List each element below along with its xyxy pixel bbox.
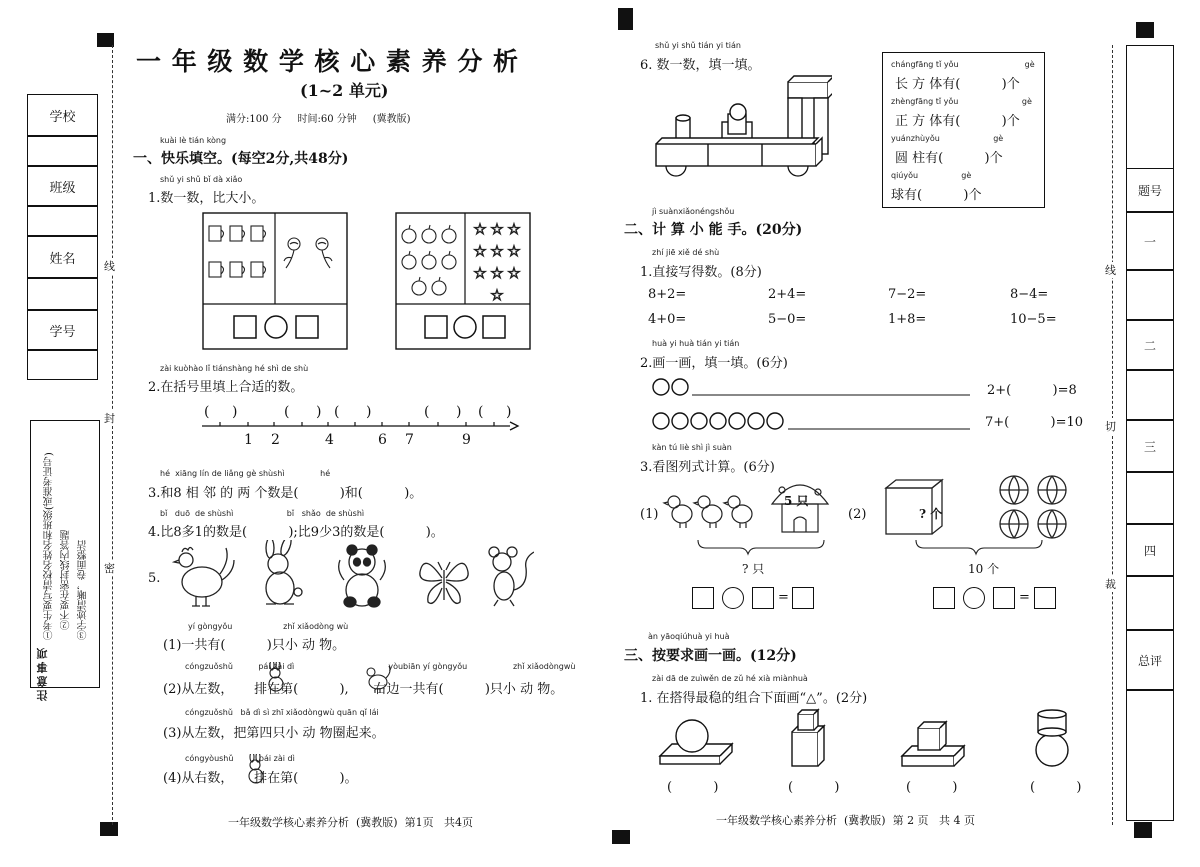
apple-icon [422, 251, 436, 269]
score-total-label: 总评 [1126, 630, 1174, 690]
tick-label: 9 [462, 432, 471, 448]
figure-1-label: (1) [640, 507, 659, 522]
answer-box[interactable] [993, 587, 1015, 609]
score-row-1-field[interactable] [1126, 270, 1174, 320]
q5-3-pinyin: cóngzuǒshǔ bǎ dì sì zhī xiǎodòngwù quān qǐ lái [185, 708, 379, 717]
sphere-count: 球有( )个 [891, 188, 982, 203]
sec3-pinyin: àn yāoqiúhuà yi huà [648, 632, 730, 641]
star-icon: ☆ [473, 242, 487, 260]
class-field[interactable] [27, 206, 98, 236]
score-row-3-field[interactable] [1126, 472, 1174, 524]
registration-mark [612, 830, 630, 844]
seal-line-right [1112, 45, 1113, 825]
calc-item: 1+8= [888, 312, 927, 327]
answer-box [425, 316, 447, 338]
q5-1-text: (1)一共有( )只小 动 物。 [163, 638, 346, 653]
operator-circle[interactable] [963, 587, 985, 609]
notice-item-1: ①考生要写清校名姓名和班级(或准考证号) [44, 452, 55, 640]
notice-item-2: ②不要在密封线内答题 [61, 530, 72, 630]
notice-item-3: ③字迹清晰，卷面整洁 [78, 540, 89, 640]
answer-box [296, 316, 318, 338]
q3-pinyin: hé xiāng lín de liǎng gè shùshì hé [160, 469, 331, 478]
mouse-icon [489, 547, 534, 606]
answer-box[interactable] [692, 587, 714, 609]
score-row-4-field[interactable] [1126, 576, 1174, 630]
equation-2: 7+( )=10 [985, 415, 1084, 430]
svg-text:): ) [506, 404, 512, 420]
score-header-label: 题号 [1126, 168, 1174, 212]
answer-blank[interactable]: ( ) [906, 780, 958, 795]
answer-box[interactable] [1034, 587, 1056, 609]
svg-text:(: ( [334, 404, 340, 420]
answer-blank[interactable]: ( ) [1030, 780, 1082, 795]
sec2-pinyin: jì suànxiǎonéngshǒu [652, 207, 735, 216]
q3-text: 3.和8 相 邻 的 两 个数是( )和( )。 [148, 486, 423, 501]
seal-char-secret: 密 [104, 562, 115, 575]
panda-icon [339, 545, 386, 607]
stacked-shapes [652, 706, 1082, 778]
chick-icon [694, 496, 722, 528]
exam-meta: 满分:100 分 时间:60 分钟 (冀教版) [226, 114, 411, 125]
student-id-label: 学号 [27, 310, 98, 350]
star-icon: ☆ [507, 242, 521, 260]
q5-3-text: (3)从左数，把第四只小 动 物圈起来。 [163, 726, 385, 741]
q1-pinyin: shǔ yi shǔ bǐ dà xiǎo [160, 175, 243, 184]
rooster-icon [174, 548, 234, 607]
section-2-heading: 二、计 算 小 能 手。(20分) [624, 222, 803, 238]
registration-mark [618, 8, 633, 30]
cylinder-count: 圆 柱有( )个 [895, 151, 1003, 166]
s3q1-text: 1. 在搭得最稳的组合下面画“△”。(2分) [640, 691, 868, 706]
calc-item: 4+0= [648, 312, 687, 327]
star-icon: ☆ [473, 264, 487, 282]
q4-text: 4.比8多1的数是( );比9少3的数是( )。 [148, 525, 444, 540]
seal-char-trim: 裁 [1105, 578, 1116, 591]
star-icon: ☆ [490, 242, 504, 260]
svg-text:(: ( [284, 404, 290, 420]
rose-icon [284, 238, 300, 268]
q5-2-text: (2)从左数， 排在第( ), 右边一共有( )只小 动 物。 [163, 682, 564, 697]
cylinder-pinyin: yuánzhùyǒu gè [891, 134, 1004, 143]
svg-text:(: ( [204, 404, 210, 420]
school-label: 学校 [27, 94, 98, 136]
s2q2-text: 2.画一画，填一填。(6分) [640, 356, 788, 371]
compare-circle [454, 316, 476, 338]
tick-label: 1 [244, 432, 253, 448]
s2q2-pinyin: huà yi huà tián yi tián [652, 339, 740, 348]
star-icon: ☆ [490, 264, 504, 282]
q2-pinyin: zài kuòhào lǐ tiánshàng hé shì de shù [160, 364, 309, 373]
s2q1-pinyin: zhí jiē xiě dé shù [652, 248, 720, 257]
s2q1-text: 1.直接写得数。(8分) [640, 265, 762, 280]
score-row-2-field[interactable] [1126, 370, 1174, 420]
q2-text: 2.在括号里填上合适的数。 [148, 380, 304, 395]
cuboid-pinyin: chángfāng tǐ yǒu gè [891, 60, 1035, 69]
answer-box[interactable] [752, 587, 774, 609]
s2q3-pinyin: kàn tú liè shì jì suàn [652, 443, 732, 452]
rose-icon [316, 238, 332, 268]
notice-title: 注意事项 [36, 645, 49, 701]
chick-icon [724, 496, 752, 528]
answer-box[interactable] [933, 587, 955, 609]
sec1-pinyin: kuài lè tián kòng [160, 136, 227, 145]
equation-1: 2+( )=8 [987, 383, 1077, 398]
box-label: ? 个 [919, 507, 943, 521]
cube-count: 正 方 体有( )个 [895, 114, 1020, 129]
rabbit-icon [266, 540, 302, 604]
tick-label: 2 [271, 432, 280, 448]
circles-row-1 [650, 376, 980, 400]
class-label: 班级 [27, 166, 98, 206]
calc-item: 5−0= [768, 312, 807, 327]
s3q1-pinyin: zài dā de zuìwěn de zǔ hé xià miànhuà [652, 674, 808, 683]
svg-text:): ) [232, 404, 238, 420]
registration-mark [1134, 822, 1152, 838]
seal-line-left [112, 45, 113, 825]
star-icon: ☆ [507, 220, 521, 238]
apple-icon [442, 251, 456, 269]
cube-pinyin: zhèngfāng tǐ yǒu gè [891, 97, 1032, 106]
cuboid-on-cube [792, 710, 824, 766]
cup-icon [251, 226, 266, 241]
chicks-and-mushroom [662, 470, 842, 570]
calc-item: 7−2= [888, 287, 927, 302]
cup-icon [230, 226, 245, 241]
brace-label-2: 10 个 [968, 562, 1000, 576]
chick-icon [664, 496, 692, 528]
tick-label: 6 [378, 432, 387, 448]
name-field[interactable] [27, 278, 98, 310]
equals-sign: = [778, 590, 789, 605]
section-1-heading: 一、快乐填空。(每空2分,共48分) [133, 151, 349, 167]
student-id-field[interactable] [27, 350, 98, 380]
score-row-4-label: 四 [1126, 524, 1174, 576]
calc-item: 10−5= [1010, 312, 1057, 327]
block-train-figure [652, 74, 832, 190]
operator-circle[interactable] [722, 587, 744, 609]
score-row-1-label: 一 [1126, 212, 1174, 270]
svg-text:): ) [456, 404, 462, 420]
circles-row-2 [650, 410, 980, 434]
q5-4-pinyin: cóngyòushǔ pái zài dì [185, 754, 295, 763]
seal-char-line: 线 [104, 260, 115, 273]
school-field[interactable] [27, 136, 98, 166]
page-subtitle: (1~2 单元) [300, 81, 389, 100]
apple-icon [422, 225, 436, 243]
s2q3-text: 3.看图列式计算。(6分) [640, 460, 775, 475]
q5-1-pinyin: yí gòngyǒu zhǐ xiǎodòng wù [188, 622, 349, 631]
cup-icon [251, 262, 266, 277]
calc-item: 2+4= [768, 287, 807, 302]
cup-icon [230, 262, 245, 277]
ball-icon [1000, 476, 1028, 504]
q5-4-text: (4)从右数， 排在第( )。 [163, 771, 358, 786]
ball-icon [1038, 476, 1066, 504]
star-icon: ☆ [490, 220, 504, 238]
rooster-icon [364, 664, 392, 694]
rabbit-icon [264, 662, 288, 692]
name-label: 姓名 [27, 236, 98, 278]
svg-text:): ) [366, 404, 372, 420]
score-row-2-label: 二 [1126, 320, 1174, 370]
q4-pinyin: bǐ duō de shùshì bǐ shǎo de shùshì [160, 509, 365, 518]
cube-on-slab [902, 722, 964, 766]
compare-figure-apples-stars [395, 212, 531, 350]
apple-icon [402, 225, 416, 243]
answer-blank[interactable]: ( ) [667, 780, 719, 795]
score-row-3-label: 三 [1126, 420, 1174, 472]
answer-box [483, 316, 505, 338]
page-2-footer: 一年级数学核心素养分析 (冀教版) 第 2 页 共 4 页 [716, 814, 976, 827]
registration-mark [1136, 22, 1154, 38]
q6-pinyin: shǔ yi shǔ tián yi tián [655, 41, 741, 50]
star-icon: ☆ [507, 264, 521, 282]
compare-circle [265, 316, 287, 338]
apple-icon [412, 277, 426, 295]
svg-text:(: ( [424, 404, 430, 420]
q1-text: 1.数一数，比大小。 [148, 191, 265, 206]
score-total-field[interactable] [1126, 690, 1174, 821]
star-icon: ☆ [490, 286, 504, 304]
cup-icon [209, 226, 224, 241]
compare-figure-cups-roses [202, 212, 348, 350]
section-3-heading: 三、按要求画一画。(12分) [624, 648, 797, 664]
answer-box[interactable] [792, 587, 814, 609]
sphere-pinyin: qiúyǒu gè [891, 171, 972, 180]
registration-mark [100, 822, 118, 836]
apple-icon [442, 225, 456, 243]
ball-icon [1000, 510, 1028, 538]
mushroom-label: 5 只 [784, 494, 809, 508]
equals-sign: = [1019, 590, 1030, 605]
q5-2-pinyin: cóngzuǒshǔ pái zài dì yòubiān yí gòngyǒu zhǐ xiǎodòngwù [185, 662, 576, 671]
apple-icon [402, 251, 416, 269]
calc-item: 8−4= [1010, 287, 1049, 302]
page-title: 一 年 级 数 学 核 心 素 养 分 析 [136, 47, 520, 76]
animal-row [172, 540, 534, 612]
q6-text: 6. 数一数，填一填。 [640, 58, 761, 73]
seal-char-line-right: 线 [1105, 264, 1116, 277]
svg-text:): ) [316, 404, 322, 420]
tick-label: 7 [405, 432, 414, 448]
seal-char-seal: 封 [104, 412, 115, 425]
ball-icon [1038, 510, 1066, 538]
seal-char-cut: 切 [1105, 420, 1116, 433]
answer-blank[interactable]: ( ) [788, 780, 840, 795]
answer-box [234, 316, 256, 338]
tick-label: 4 [325, 432, 334, 448]
butterfly-icon [420, 562, 468, 603]
svg-text:(: ( [478, 404, 484, 420]
brace-label-1: ? 只 [742, 562, 765, 576]
box-and-balls [880, 470, 1080, 570]
cylinder-on-sphere [1036, 710, 1068, 766]
star-icon: ☆ [473, 220, 487, 238]
calc-item: 8+2= [648, 287, 687, 302]
page-1-footer: 一年级数学核心素养分析 (冀教版) 第1页 共4页 [228, 816, 474, 829]
rabbit-icon [244, 754, 268, 784]
apple-icon [432, 277, 446, 295]
q5-number: 5. [148, 571, 161, 586]
cup-icon [209, 262, 224, 277]
cuboid-count: 长 方 体有( )个 [895, 77, 1020, 92]
sphere-on-slab [660, 720, 732, 764]
figure-2-label: (2) [848, 507, 867, 522]
